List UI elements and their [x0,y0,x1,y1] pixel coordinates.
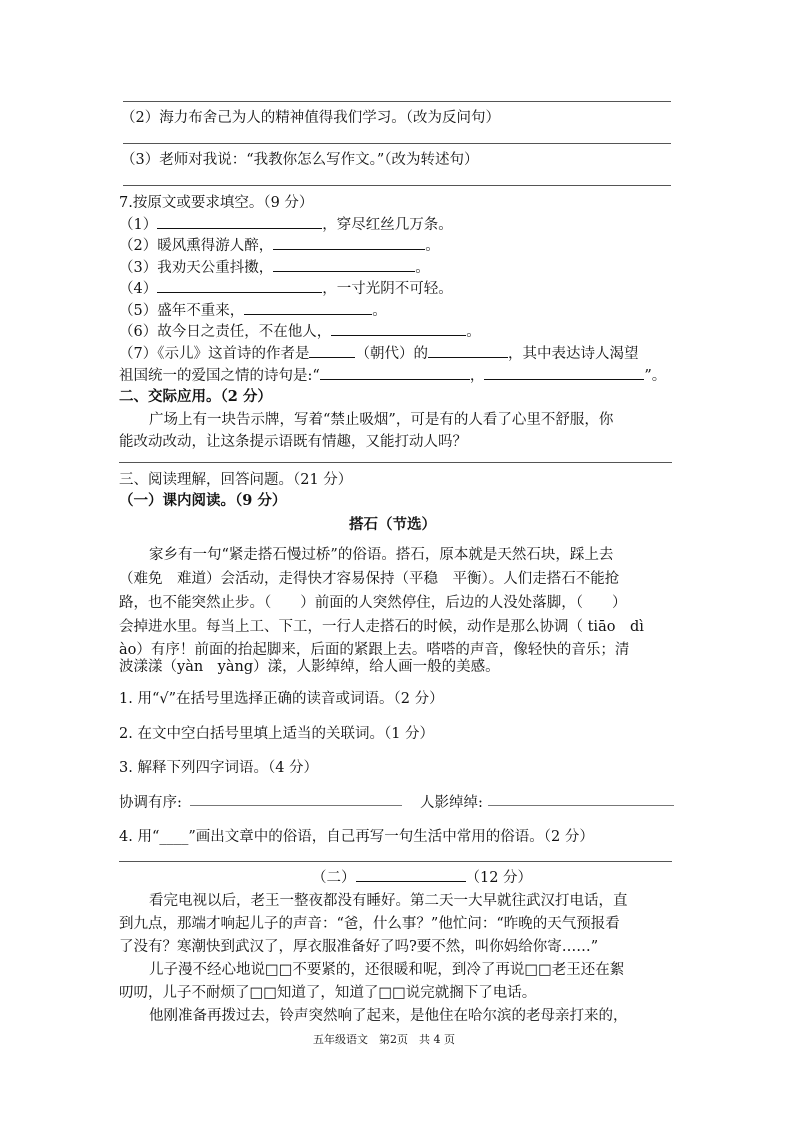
q7-4-prefix: （4） [119,281,158,297]
q7-6-suffix: 。 [466,324,481,340]
q7-5-prefix: （5）盛年不重来， [119,303,245,319]
term-2-label: 人影绰绰: [420,795,483,811]
q7-3-suffix: 。 [415,260,430,276]
question-2: 2. 在文中空白括号里填上适当的关联词。（1 分） [119,726,435,742]
title-blank[interactable] [356,866,466,882]
q7-6-prefix: （6）故今日之责任，不在他人， [119,324,332,340]
reading-line-5: 叨叨，儿子不耐烦了□□知道了，知道了□□说完就搁下了电话。 [119,985,537,1001]
term-2-answer-line[interactable] [488,805,674,806]
section-2-title: 二、交际应用。（2 分） [119,388,272,405]
page-footer: 五年级语文 第2页 共 4 页 [313,1033,455,1046]
q7-4-suffix: ，一寸光阴不可轻。 [322,281,453,297]
answer-line [123,101,671,102]
q7-2-suffix: 。 [425,238,440,254]
fill-blank[interactable] [244,299,372,315]
q7-8-comma: ， [469,368,485,384]
q7-8-suffix: ”。 [644,368,667,384]
q7-line-7 [119,342,638,363]
q7-line-4 [119,277,453,298]
answer-line [119,462,672,463]
q7-7-suffix: ，其中表达诗人渴望 [507,346,639,362]
subsection-2-title [312,866,532,887]
q7-line-3 [119,256,430,277]
question-4: 4. 用“____”画出文章中的俗语，自己再写一句生活中常用的俗语。（2 分） [119,829,594,845]
q7-line-5 [119,299,387,320]
q7-5-suffix: 。 [372,303,387,319]
passage-line-2: （难免 难道）会活动，走得快才容易保持（平稳 平衡）。人们走搭石不能抢 [119,571,620,587]
q7-3-prefix: （3）我劝天公重抖擞， [119,260,274,276]
fill-blank[interactable] [309,342,355,358]
q7-2-prefix: （2）暖风熏得游人醉， [119,238,274,254]
reading-line-1: 看完电视以后，老王一整夜都没有睡好。第二天一大早就往武汉打电话，直 [149,893,628,909]
passage-line-3: 路，也不能突然止步。（ ）前面的人突然停住，后边的人没处落脚，（ ） [119,595,627,611]
subsection-1-title: （一）课内阅读。（9 分） [119,492,287,509]
reading-line-4: 儿子漫不经心地说□□不要紧的，还很暖和呢，到冷了再说□□老王还在絮 [149,962,625,978]
answer-line [123,143,671,144]
q7-7-mid: （朝代）的 [355,346,428,362]
section-3-title: 三、阅读理解，回答问题。（21 分） [119,472,353,488]
q7-1-suffix: ，穿尽红丝几万条。 [322,217,453,233]
passage-line-1: 家乡有一句“紧走搭石慢过桥”的俗语。搭石，原本就是天然石块，踩上去 [149,547,614,563]
q7-7-prefix: （7）《示儿》这首诗的作者是 [119,346,310,362]
q7-line-2 [119,234,440,255]
q7-line-8 [119,364,666,385]
fill-blank[interactable] [157,213,322,229]
question-3: 3. 解释下列四字词语。（4 分） [119,760,319,776]
passage-line-4: 会掉进水里。每当上工、下工，一行人走搭石的时候，动作是那么协调（ tiāo dì [119,619,644,635]
q6-item-2: （2）海力布舍己为人的精神值得我们学习。（改为反问句） [121,110,500,126]
fill-blank[interactable] [273,234,425,250]
q7-line-6 [119,320,481,341]
passage-line-6: 波漾漾（yàn yàng）漾，人影绰绰，给人画一般的美感。 [119,659,500,675]
question-1: 1. 用“√”在括号里选择正确的读音或词语。（2 分） [119,691,444,707]
term-1-label: 协调有序: [119,795,182,811]
reading-line-2: 到九点，那端才响起儿子的声音：“爸，什么事？”他忙问：“昨晚的天气预报看 [119,916,620,932]
q7-line-1 [119,213,453,234]
section-2-prompt-1: 广场上有一块告示牌，写着“禁止吸烟”，可是有的人看了心里不舒服，你 [149,412,614,428]
fill-blank[interactable] [331,320,466,336]
fill-blank[interactable] [484,364,644,380]
q7-8-prefix: 祖国统一的爱国之情的诗句是:“ [119,368,320,384]
reading-line-3: 了没有？寒潮快到武汉了，厚衣服准备好了吗?要不然，叫你妈给你寄……” [119,939,599,955]
q6-item-3: （3）老师对我说：“我教你怎么写作文。”（改为转述句） [121,152,479,168]
fill-blank[interactable] [320,364,470,380]
subsection-2-score: （12 分） [465,870,533,886]
section-2-prompt-2: 能改动改动，让这条提示语既有情趣，又能打动人吗？ [119,434,467,450]
answer-line [123,185,671,186]
passage-title: 搭石（节选） [349,516,436,533]
q7-title: 7.按原文或要求填空。（9 分） [119,195,314,211]
answer-line [119,861,672,862]
q7-1-prefix: （1） [119,217,158,233]
reading-line-6: 他刚准备再拨过去，铃声突然响了起来，是他住在哈尔滨的老母亲打来的， [149,1008,628,1024]
subsection-2-label: （二） [312,870,356,886]
passage-line-5: ào）有序！前面的抬起脚来，后面的紧跟上去。嗒嗒的声音，像轻快的音乐；清 [119,642,630,658]
fill-blank[interactable] [428,342,508,358]
fill-blank[interactable] [157,277,322,293]
fill-blank[interactable] [273,256,415,272]
term-1-answer-line[interactable] [190,805,402,806]
